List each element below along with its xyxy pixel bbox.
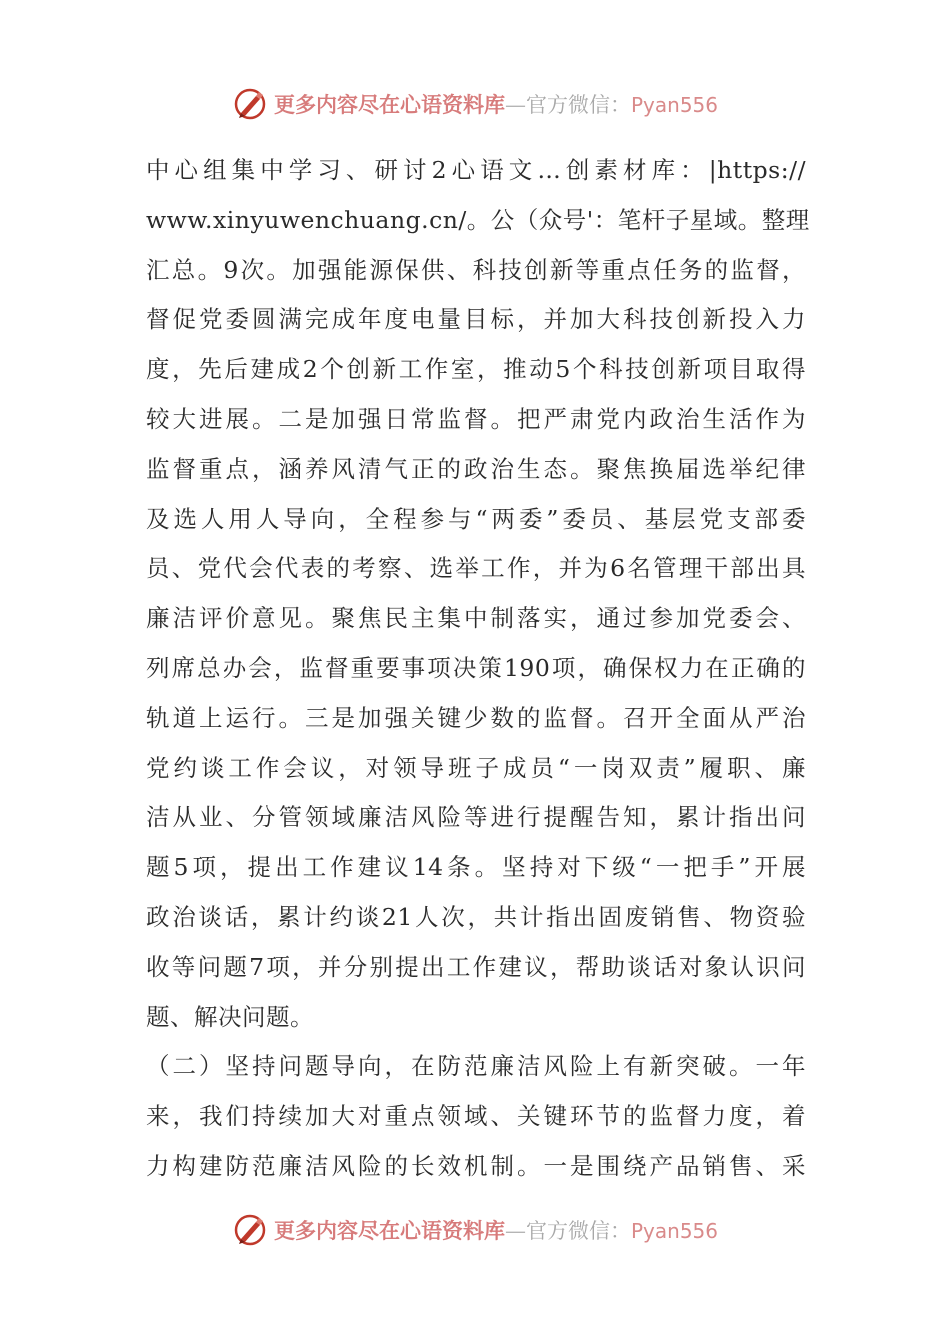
header-dash: — [504,93,526,117]
text-line: 洁从业、分管领域廉洁风险等进行提醒告知，累计指出问 [146,803,806,832]
text-line: 来，我们持续加大对重点领域、关键环节的监督力度，着 [146,1102,806,1131]
text-line: 收等问题7项，并分别提出工作建议，帮助谈话对象认识问 [146,952,806,981]
header-contact-label: 官方微信： [525,93,631,117]
text-line: （二）坚持问题导向，在防范廉洁风险上有新突破。一年 [146,1052,806,1081]
text-line: 中心组集中学习、研讨2心语文…创素材库：|https:// [146,156,806,184]
footer-brand: 更多内容尽在心语资料库 [273,1218,505,1243]
header-banner-text [274,89,718,119]
text-line: 监督重点，涵养风清气正的政治生态。聚焦换届选举纪律 [146,454,806,483]
text-line: 及选人用人导向，全程参与“两委”委员、基层党支部委 [146,504,806,533]
footer-contact-id: Pyan556 [630,1219,718,1243]
footer-contact-label: 官方微信： [525,1219,631,1243]
text-line: 题、解决问题。 [146,1002,314,1031]
text-line: 度，先后建成2个创新工作室，推动5个科技创新项目取得 [146,355,806,384]
text-line: 题5项，提出工作建议14条。坚持对下级“一把手”开展 [146,853,806,882]
text-line: 廉洁评价意见。聚焦民主集中制落实，通过参加党委会、 [146,604,806,633]
text-line: 员、党代会代表的考察、选举工作，并为6名管理干部出具 [146,554,806,583]
pen-logo-icon [232,1212,268,1248]
text-line: 轨道上运行。三是加强关键少数的监督。召开全面从严治 [146,703,806,732]
text-line: 列席总办会，监督重要事项决策190项，确保权力在正确的 [146,653,806,682]
header-brand: 更多内容尽在心语资料库 [273,92,505,117]
text-line: 较大进展。二是加强日常监督。把严肃党内政治生活作为 [146,404,806,433]
header-contact-id: Pyan556 [630,93,718,117]
body-text [146,146,810,1192]
pen-logo-icon [232,86,268,122]
text-line: 督促党委圆满完成年度电量目标，并加大科技创新投入力 [146,305,806,334]
footer-dash: — [504,1219,526,1243]
header-banner [0,80,950,128]
footer-banner-text [274,1215,718,1245]
footer-banner [0,1206,950,1254]
text-line: 党约谈工作会议，对领导班子成员“一岗双责”履职、廉 [146,753,806,782]
text-line: www.xinyuwenchuang.cn/。公（众号'：笔杆子星域。整理 [146,205,810,234]
text-line: 政治谈话，累计约谈21人次，共计指出固废销售、物资验 [146,902,806,931]
text-line: 汇总。9次。加强能源保供、科技创新等重点任务的监督， [146,255,806,284]
text-line: 力构建防范廉洁风险的长效机制。一是围绕产品销售、采 [146,1151,806,1180]
